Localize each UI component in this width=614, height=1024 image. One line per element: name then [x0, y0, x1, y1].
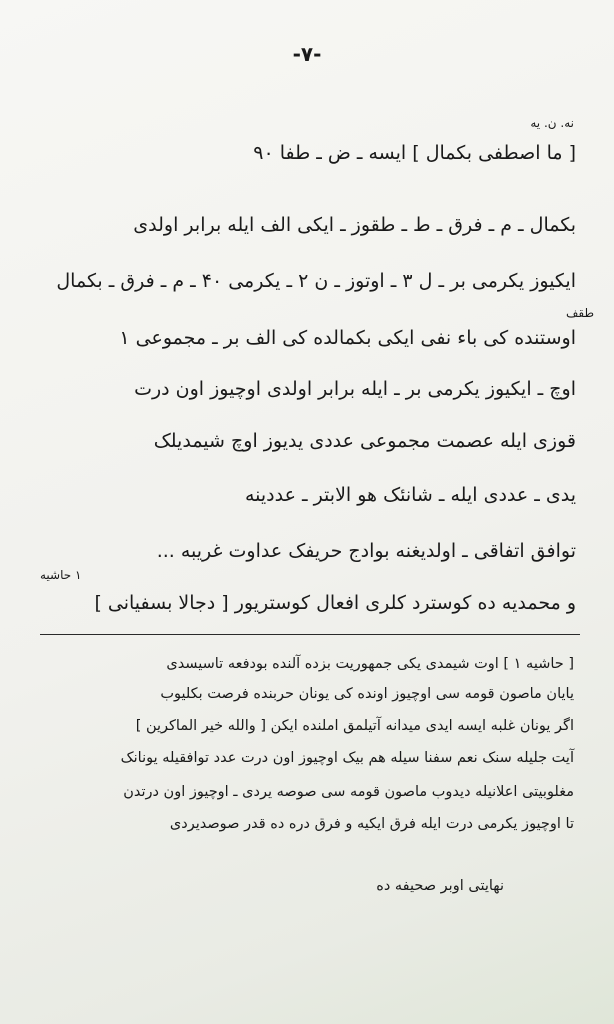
- footnote-line: آیت جلیله سنک نعم سفنا سیله هم بیک اوچیوز اون درت عدد توافقیله یونانک: [120, 750, 574, 766]
- footnote-line: تا اوچیوز یکرمی درت ایله فرق ایکیه و فرق دره ده قدر صوصدیردی: [169, 816, 574, 832]
- text-line: و محمدیه ده کوسترد کلری افعال کوستریور [ دجالا بسفیانی ]: [94, 592, 576, 614]
- text-line: اوچ ـ ایکیوز یکرمی بر ـ ایله برابر اولدی اوچیوز اون درت: [134, 378, 576, 400]
- text-line: قوزی ایله عصمت مجموعی عددی یدیوز اوچ شیمدیلک: [153, 430, 576, 452]
- footnote-continuation: نهایتی اوبر صحیفه ده: [376, 878, 504, 894]
- text-line: اوستنده کی باء نفی ایکی بکمالده کی الف بر ـ مجموعی ۱: [119, 327, 576, 349]
- text-line: بکمال ـ م ـ فرق ـ ط ـ طقوز ـ ایکی الف ایله برابر اولدی: [133, 214, 576, 236]
- text-line: ایکیوز یکرمی بر ـ ل ۳ ـ اوتوز ـ ن ۲ ـ یکرمی ۴۰ ـ م ـ فرق ـ بکمال: [56, 270, 576, 292]
- margin-note-top: نه. ن. یه: [530, 116, 574, 130]
- footnote-divider: [40, 634, 580, 635]
- text-line: [ ما اصطفی بکمال ] ایسه ـ ض ـ طفا ۹۰: [253, 142, 576, 164]
- footnote-line: اگر یونان غلبه ایسه ایدی میدانه آتیلمق املنده ایکن [ والله خیر الماکرین ]: [135, 718, 574, 734]
- text-line: توافق اتفاقی ـ اولدیغنه بوادج حریفک عداوت غریبه ...: [156, 540, 576, 562]
- footnote-line: یایان ماصون قومه سی اوچیوز اونده کی یونان حربنده فرصت بکلیوب: [160, 686, 574, 702]
- text-line: یدی ـ عددی ایله ـ شانئک هو الابتر ـ عددینه: [244, 484, 576, 506]
- footnote-line: [ حاشیه ۱ ] اوت شیمدی یکی جمهوریت بزده آلنده بودفعه تاسیسدی: [166, 656, 574, 672]
- footnote-marker: ۱ حاشیه: [40, 568, 82, 582]
- page-number: -۷-: [292, 42, 322, 66]
- footnote-line: مغلوبیتی اعلانیله دیدوب ماصون قومه سی صوصه یردی ـ اوچیوز اون درتدن: [123, 784, 574, 800]
- margin-note-right: طقف: [565, 306, 594, 320]
